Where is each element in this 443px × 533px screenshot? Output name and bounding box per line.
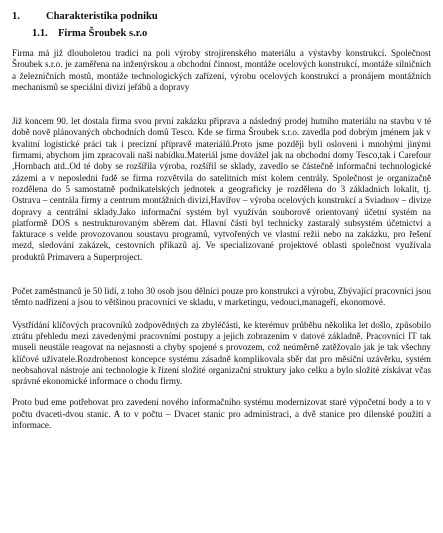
- paragraph-problems: Vystřídání klíčových pracovníků zodpovědných za zbyléčásti, ke kterémuv průběhu několika let došlo, způsobilo ztrátu přehledu mezi zavedenými pracovními postupy a jejich zobrazením v datové základně. Pracovníci IT tak museli neustále reagovat na nejasnosti a chyby spojené s provozem, což neúměrně zatěžovalo jak je tak všechny klíčové uživatele.Rozdrobenost koncepce systému zásadně komplikovala sběr dat pro měsíční uzávěrku, systém neobsahoval nástroje ani technologie k řízení složité organizační struktury jako celku a bylo složité získávat včas správné ekonomické informace o chodu firmy.: [12, 319, 431, 387]
- section-number: 1.1.: [32, 28, 48, 39]
- paragraph-employees: Počet zaměstnanců je 50 lidí, z toho 30 osob jsou dělníci pouze pro konstrukci a výrobu, Zbývající pracovníci jsou těmto nadřízení a jsou to většinou pracovníci ve skladu, v marketingu, vedoucí,manageři, ekonomové.: [12, 286, 431, 308]
- chapter-number: 1.: [12, 11, 20, 22]
- paragraph-history: Již koncem 90. let dostala firma svou první zakázku připrava a následný prodej hutního materiálu na stavbu v té době nově plánovaných obchodních domů Tesco. Kde se firma Šroubek s.r.o. zavedla pod dobrým jménem jak v kvalitní logistické práci tak i precizní přípravě materiálů.Proto jsme později byli osloveni i mnohými jinými firmami, abychom jim zpracovali naši nabídku.Materiál jsme dovážel jak na obchodní domy Tesco,tak i Carefour ,Hornbach atd..Od té doby se rozšířila výroba, rozšířil se sklady, zavedlo se částečně informační technologické zázemí a v neposlední řadě se firma rozvětvila do satelitních míst kolem centrály. Společnost je organizačně rozdělena do 5 samostatně podnikatelských jednotek a geograficky je rozdělena do 3 základních lokalit, tj. Ostrava – centrála firmy a centrum montážních divizí,Havířov – výroba ocelových konstrukcí a Sviadnov – divize dopravy a centrální sklady.Jako informační systém byl využíván souborově orientovaný účetní systém na platformě DOS s nestrukturovaným sběrem dat. Hlavní části byl technicky zastaralý subsystém účetnictví a fakturace s velde provozovanou soustavu programů, vytvořených ve vlastní režii nebo na zakázku, pro řešení mezd, sledování zakázek, cestovních příkazů aj. Ve specializované projektové oblasti společnost využívala produktů Primavera a Superproject.: [12, 116, 431, 262]
- paragraph-company-intro: Firma má již dlouholetou tradici na poli výroby strojírenského materiálu a výstavby konstrukcí. Společnost Šroubek s.r.o. je zaměřena na inženýrskou a obchodní činnost, montáže ocelových konstrukcí, montáže silničních a železničních mostů, montáže technologických zařízení, výrobu ocelových konstrukcí a pronájem montážních mechanismů se speciální divizí jeřábů a dopravy: [12, 48, 431, 92]
- section-heading: [12, 27, 431, 40]
- chapter-heading: [12, 10, 431, 23]
- chapter-title: Charakteristika podniku: [46, 11, 158, 22]
- section-title: Firma Šroubek s.r.o: [58, 28, 148, 39]
- paragraph-plan: Proto bud eme potřebovat pro zavedení nového informačního systému modernizovat staré výpočetní body a to v počtu dvaceti-dvou stanic. A to v počtu – Dvacet stanic pro administraci, a dvě stanice pro dílenské použití a informace.: [12, 397, 431, 431]
